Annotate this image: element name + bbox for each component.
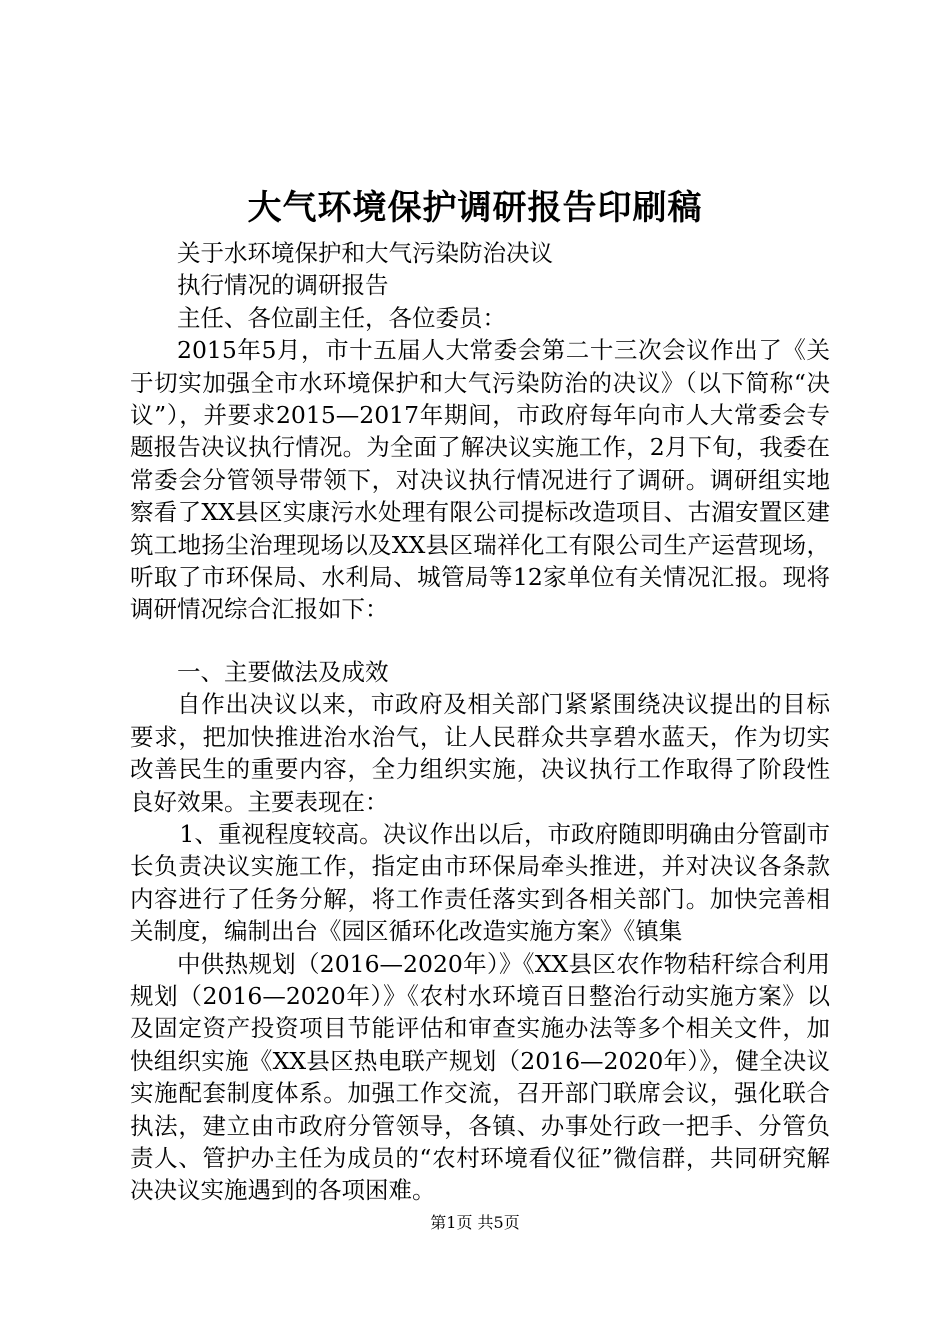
- paragraph-item-1: 1、重视程度较高。决议作出以后，市政府随即明确由分管副市长负责决议实施工作，指定由市环保局牵头推进，并对决议各条款内容进行了任务分解，将工作责任落实到各相关部门。加快完善相关制度，编制出台《园区循环化改造实施方案》《镇集: [130, 819, 830, 946]
- salutation: 主任、各位副主任，各位委员：: [177, 303, 506, 332]
- subtitle-line-1: 关于水环境保护和大气污染防治决议: [177, 239, 553, 267]
- section-heading: 一、主要做法及成效: [177, 657, 389, 686]
- subtitle-line-2: 执行情况的调研报告: [177, 271, 389, 300]
- paragraph-item-1-continued: 中供热规划（2016—2020年）》《XX县区农作物秸秆综合利用规划（2016—2020年）》《农村水环境百日整治行动实施方案》以及固定资产投资项目节能评估和审查实施办法等多个相关文件，加快组织实施《XX县区热电联产规划（2016—2020年）》，健全决议实施配套制度体系。加强工作交流，召开部门联席会议，强化联合执法，建立由市政府分管领导，各镇、办事处行政一把手、分管负责人、管护办主任为成员的“农村环境看仪征”微信群，共同研究解决决议实施遇到的各项困难。: [130, 949, 830, 1205]
- paragraph-overview: 自作出决议以来，市政府及相关部门紧紧围绕决议提出的目标要求，把加快推进治水治气，让人民群众共享碧水蓝天，作为切实改善民生的重要内容，全力组织实施，决议执行工作取得了阶段性良好效果。主要表现在：: [130, 690, 830, 816]
- paragraph-intro: 2015年5月，市十五届人大常委会第二十三次会议作出了《关于切实加强全市水环境保护和大气污染防治的决议》（以下简称“决议”），并要求2015—2017年期间，市政府每年向市人大常委会专题报告决议执行情况。为全面了解决议实施工作，2月下旬，我委在常委会分管领导带领下，对决议执行情况进行了调研。调研组实地察看了XX县区实康污水处理有限公司提标改造项目、古湄安置区建筑工地扬尘治理现场以及XX县区瑞祥化工有限公司生产运营现场，听取了市环保局、水利局、城管局等12家单位有关情况汇报。现将调研情况综合汇报如下：: [130, 336, 830, 624]
- page-footer: 第1页 共5页: [430, 1213, 520, 1232]
- document-title: 大气环境保护调研报告印刷稿: [247, 188, 703, 228]
- document-body: [130, 237, 830, 1207]
